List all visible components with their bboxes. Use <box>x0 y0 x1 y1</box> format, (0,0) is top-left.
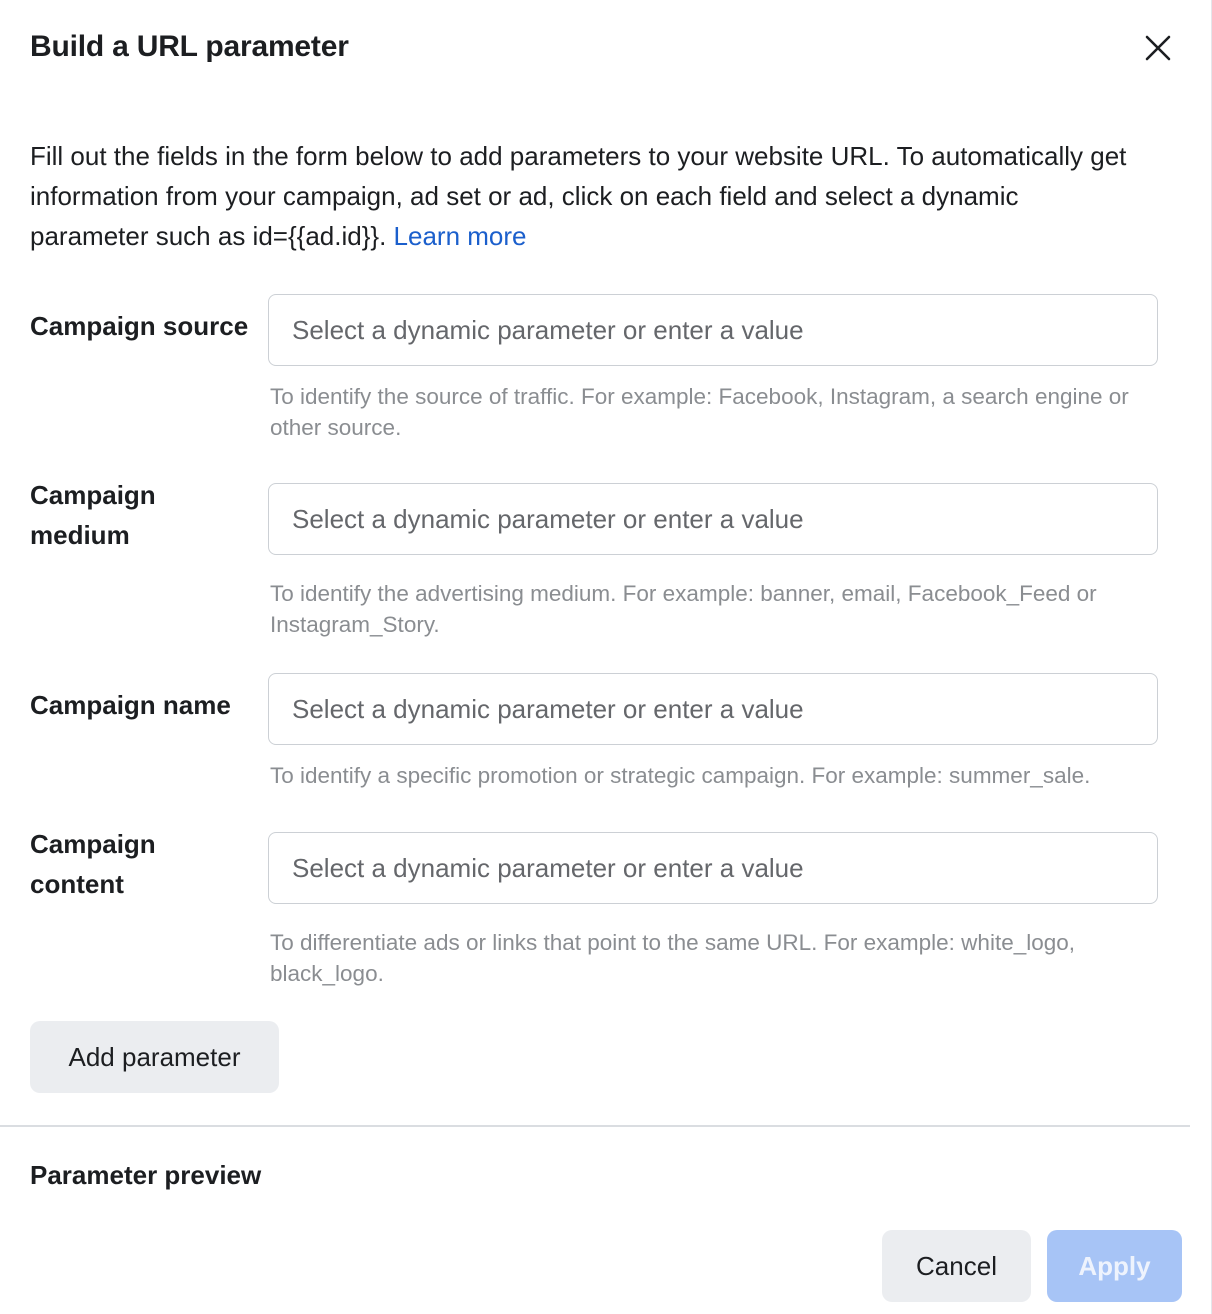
campaign-medium-input[interactable] <box>268 483 1158 555</box>
parameter-preview-title: Parameter preview <box>30 1160 262 1190</box>
campaign-content-input[interactable] <box>268 832 1158 904</box>
campaign-source-label: Campaign source <box>30 311 249 341</box>
intro-body: Fill out the fields in the form below to add parameters to your website URL. To automatically get information from your campaign, ad set or ad, click on each field and select a dynamic parameter such as id={{ad.id}}. <box>30 141 1127 251</box>
cancel-button[interactable]: Cancel <box>882 1230 1031 1302</box>
campaign-content-help: To differentiate ads or links that point to the same URL. For example: white_logo, black_logo. <box>270 930 1076 986</box>
campaign-source-help: To identify the source of traffic. For example: Facebook, Instagram, a search engine or other source. <box>270 384 1129 440</box>
campaign-medium-help: To identify the advertising medium. For example: banner, email, Facebook_Feed or Instagram_Story. <box>270 581 1097 637</box>
campaign-content-label: Campaign content <box>30 829 156 899</box>
campaign-name-help: To identify a specific promotion or strategic campaign. For example: summer_sale. <box>270 763 1091 788</box>
campaign-name-input[interactable] <box>268 673 1158 745</box>
close-button[interactable] <box>1136 26 1180 70</box>
add-parameter-button[interactable]: Add parameter <box>30 1021 279 1093</box>
campaign-name-label: Campaign name <box>30 690 231 720</box>
learn-more-link[interactable]: Learn more <box>393 221 527 251</box>
section-divider <box>0 1125 1190 1127</box>
close-icon <box>1145 35 1171 61</box>
dialog-title: Build a URL parameter <box>30 30 349 63</box>
campaign-source-input[interactable] <box>268 294 1158 366</box>
campaign-medium-label: Campaign medium <box>30 480 156 550</box>
apply-button[interactable]: Apply <box>1047 1230 1182 1302</box>
intro-text <box>30 136 1140 256</box>
